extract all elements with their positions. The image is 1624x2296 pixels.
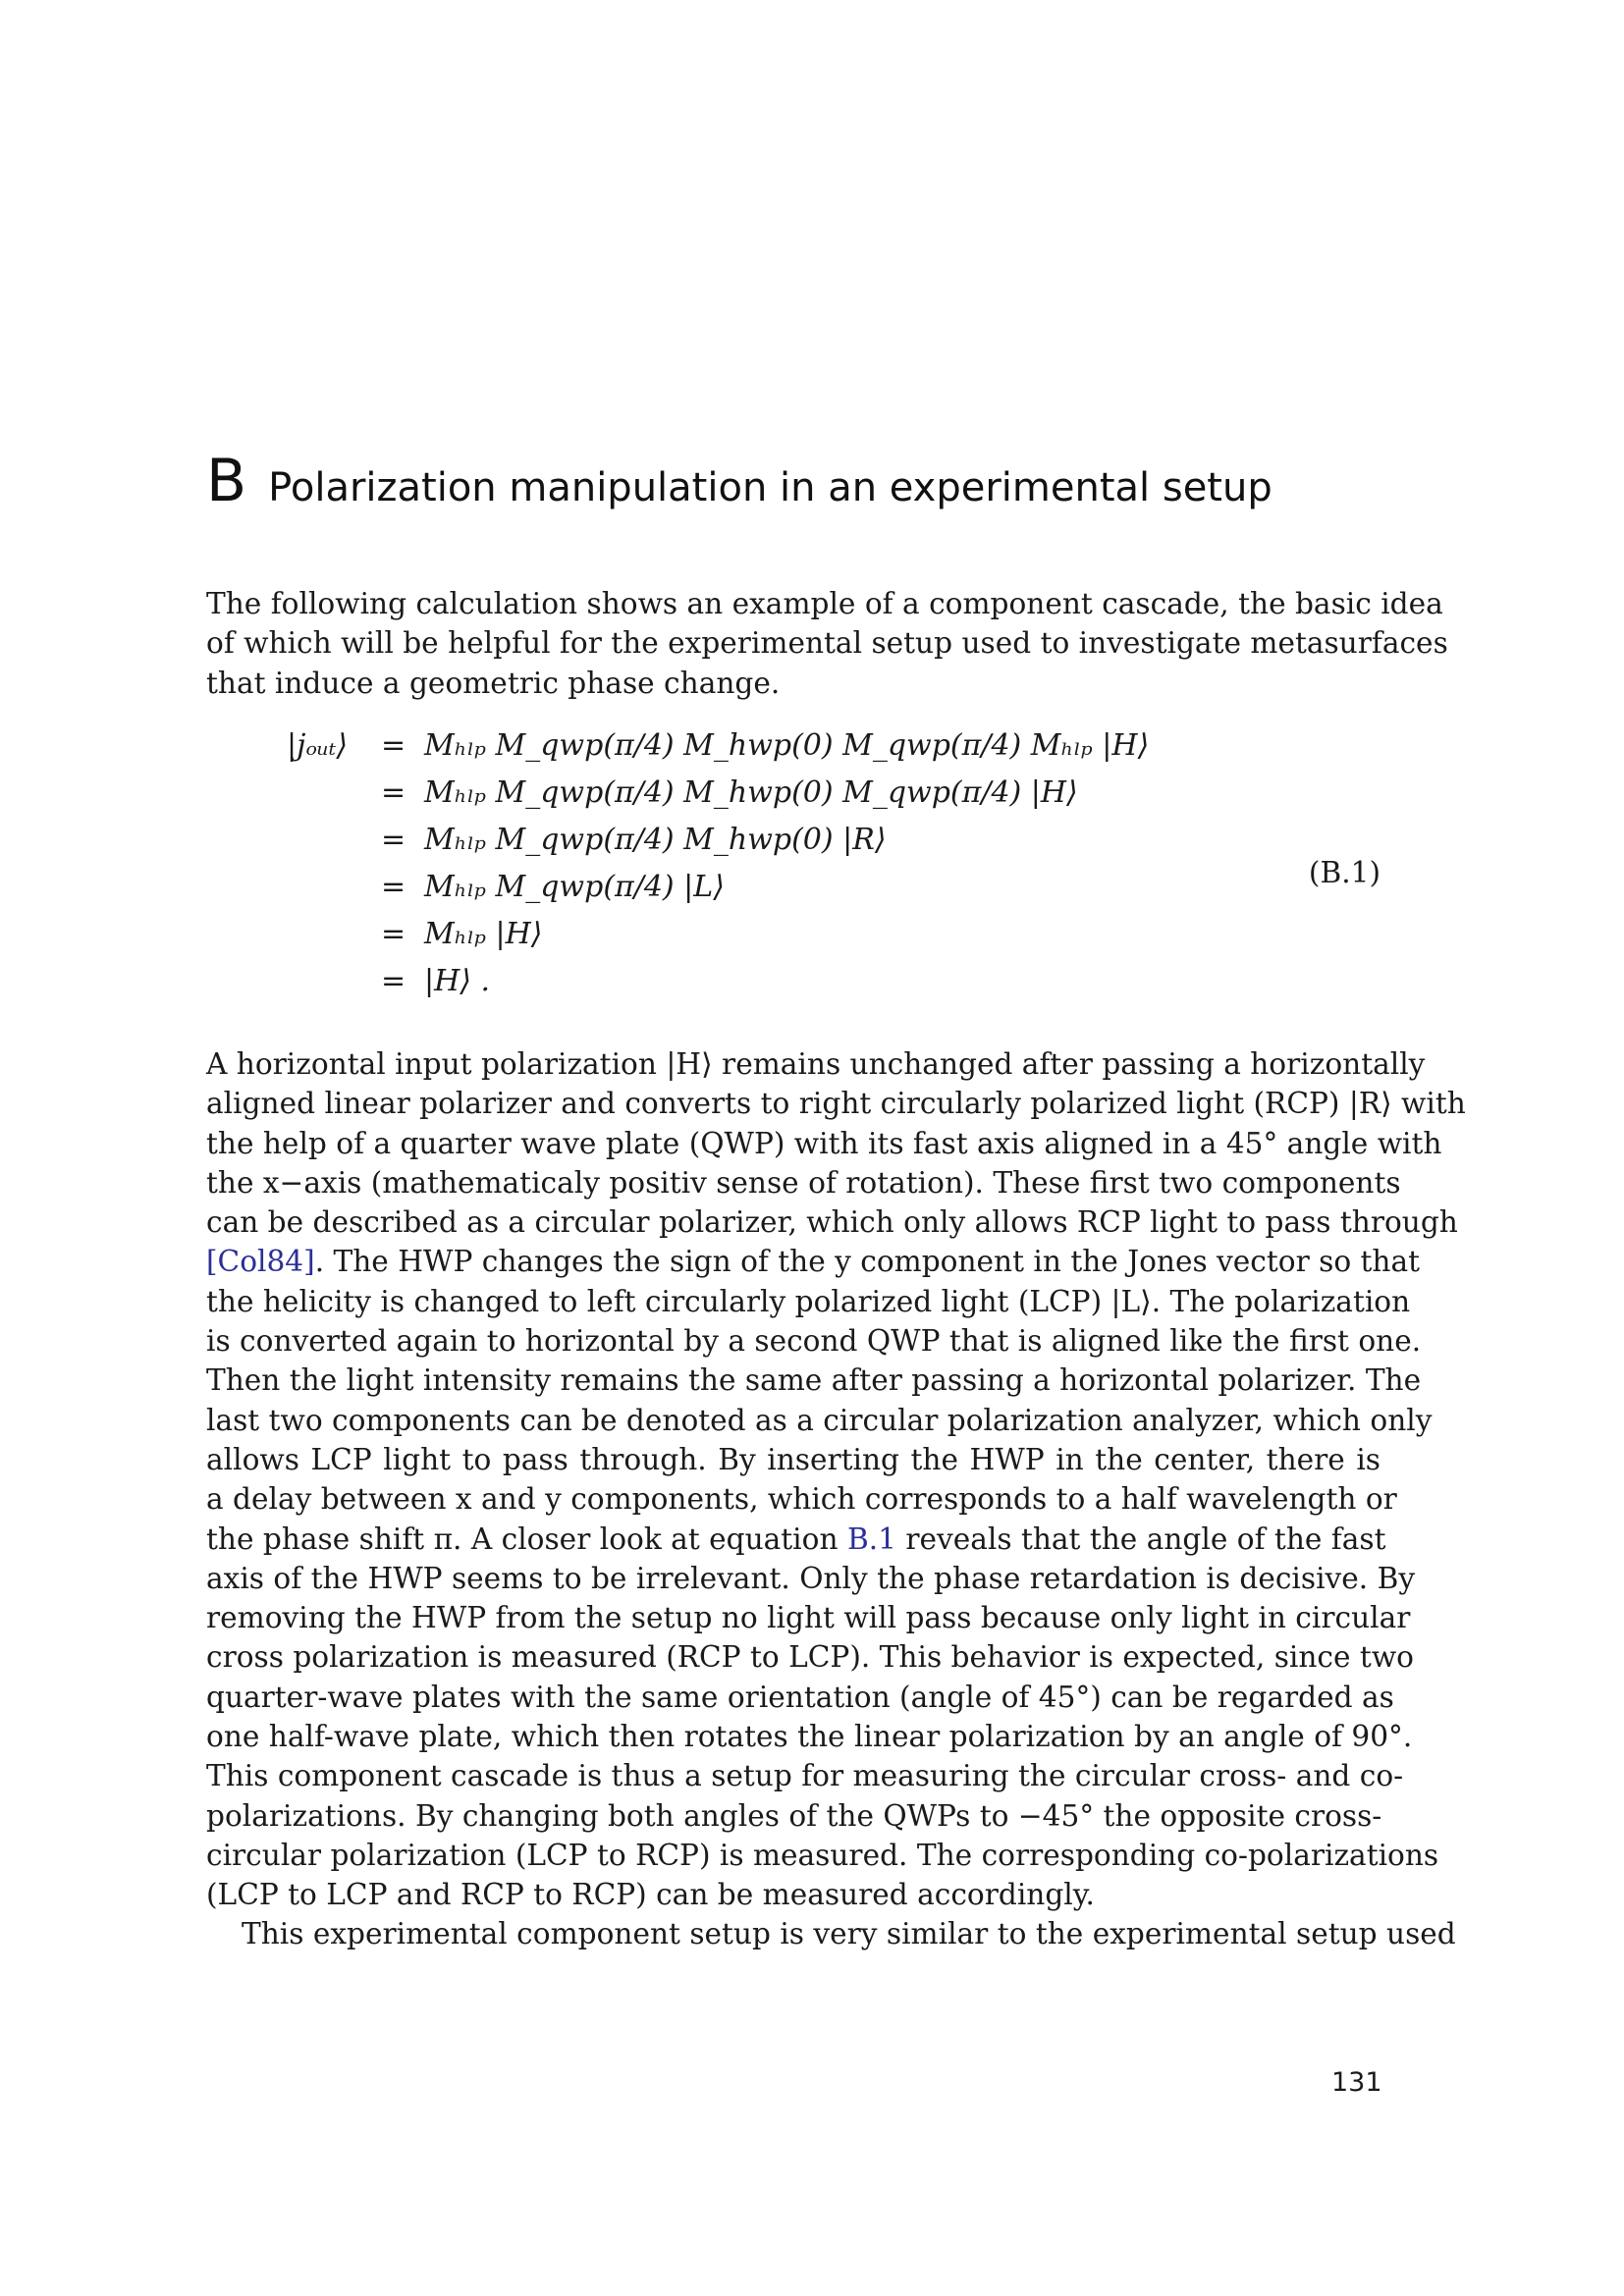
body-line: the helicity is changed to left circularly polarized light (LCP) |L⟩. The polarization xyxy=(206,1284,1411,1318)
equation-rhs: Mₕₗₚ M_qwp(π/4) M_hwp(0) M_qwp(π/4) Mₕₗₚ |H⟩ xyxy=(424,728,1150,763)
citation-link[interactable]: [Col84] xyxy=(206,1245,315,1279)
chapter-title: Polarization manipulation in an experimental setup xyxy=(268,465,1272,510)
equation-relation: = xyxy=(381,964,406,998)
body-line: circular polarization (LCP to RCP) is measured. The corresponding co-polarizations xyxy=(206,1838,1439,1872)
equation-rhs: |H⟩ . xyxy=(424,964,491,998)
intro-line: of which will be helpful for the experimental setup used to investigate metasurfaces xyxy=(206,626,1448,661)
equation-relation: = xyxy=(381,870,406,904)
body-line: the x−axis (mathematicaly positiv sense of rotation). These first two components xyxy=(206,1165,1401,1200)
body-paragraph xyxy=(206,1044,1466,1915)
equation-rhs: Mₕₗₚ M_qwp(π/4) M_hwp(0) |R⟩ xyxy=(424,823,887,857)
body-line-text: reveals that the angle of the fast xyxy=(905,1522,1386,1556)
body-line-text: . The HWP changes the sign of the y component in the Jones vector so that xyxy=(314,1245,1421,1279)
equation-relation: = xyxy=(381,775,406,810)
equation-reference-link[interactable]: B.1 xyxy=(846,1522,896,1556)
body-line: axis of the HWP seems to be irrelevant. Only the phase retardation is decisive. By xyxy=(206,1561,1416,1595)
body-line: allows LCP light to pass through. By inserting the HWP in the center, there is xyxy=(206,1442,1380,1476)
body-line: (LCP to LCP and RCP to RCP) can be measured accordingly. xyxy=(206,1878,1095,1912)
equation-lhs: |jₒᵤₜ⟩ xyxy=(287,728,349,763)
equation-relation: = xyxy=(381,728,406,763)
equation-rhs: Mₕₗₚ |H⟩ xyxy=(424,917,543,951)
intro-line: that induce a geometric phase change. xyxy=(206,666,781,700)
equation-number: (B.1) xyxy=(1308,856,1380,889)
body-line: aligned linear polarizer and converts to right circularly polarized light (RCP) |R⟩ with xyxy=(206,1087,1466,1121)
page-number: 131 xyxy=(1331,2067,1382,2098)
chapter-letter: B xyxy=(206,447,247,515)
chapter-heading xyxy=(206,447,1424,515)
body-line-text: the phase shift π. A closer look at equation xyxy=(206,1522,839,1556)
body-line: Then the light intensity remains the same after passing a horizontal polarizer. The xyxy=(206,1363,1422,1398)
body-line: the help of a quarter wave plate (QWP) with its fast axis aligned in a 45° angle with xyxy=(206,1126,1442,1160)
closing-line: This experimental component setup is very similar to the experimental setup used xyxy=(242,1917,1456,1950)
body-line: quarter-wave plates with the same orientation (angle of 45°) can be regarded as xyxy=(206,1680,1394,1714)
body-line: removing the HWP from the setup no light will pass because only light in circular xyxy=(206,1601,1411,1635)
equation-rhs: Mₕₗₚ M_qwp(π/4) |L⟩ xyxy=(424,870,725,904)
closing-paragraph xyxy=(206,1914,1456,1953)
body-line: is converted again to horizontal by a second QWP that is aligned like the first one. xyxy=(206,1324,1422,1359)
intro-paragraph xyxy=(206,584,1448,703)
body-line: This component cascade is thus a setup for measuring the circular cross- and co- xyxy=(206,1759,1404,1793)
body-line: cross polarization is measured (RCP to LCP). This behavior is expected, since two xyxy=(206,1640,1414,1675)
body-line-with-citation xyxy=(206,1242,1421,1281)
intro-line: The following calculation shows an example of a component cascade, the basic idea xyxy=(206,587,1443,620)
body-line: one half-wave plate, which then rotates the linear polarization by an angle of 90°. xyxy=(206,1720,1413,1754)
body-line: can be described as a circular polarizer, which only allows RCP light to pass through xyxy=(206,1205,1458,1240)
equation-b1 xyxy=(206,728,1380,1023)
equation-relation: = xyxy=(381,823,406,857)
body-line-with-eqref xyxy=(206,1520,1386,1559)
body-line: A horizontal input polarization |H⟩ remains unchanged after passing a horizontally xyxy=(206,1047,1426,1081)
body-line: a delay between x and y components, which corresponds to a half wavelength or xyxy=(206,1482,1397,1517)
equation-rhs: Mₕₗₚ M_qwp(π/4) M_hwp(0) M_qwp(π/4) |H⟩ xyxy=(424,775,1078,810)
body-line: last two components can be denoted as a circular polarization analyzer, which only xyxy=(206,1403,1433,1437)
equation-relation: = xyxy=(381,917,406,951)
body-line: polarizations. By changing both angles of the QWPs to −45° the opposite cross- xyxy=(206,1798,1382,1833)
